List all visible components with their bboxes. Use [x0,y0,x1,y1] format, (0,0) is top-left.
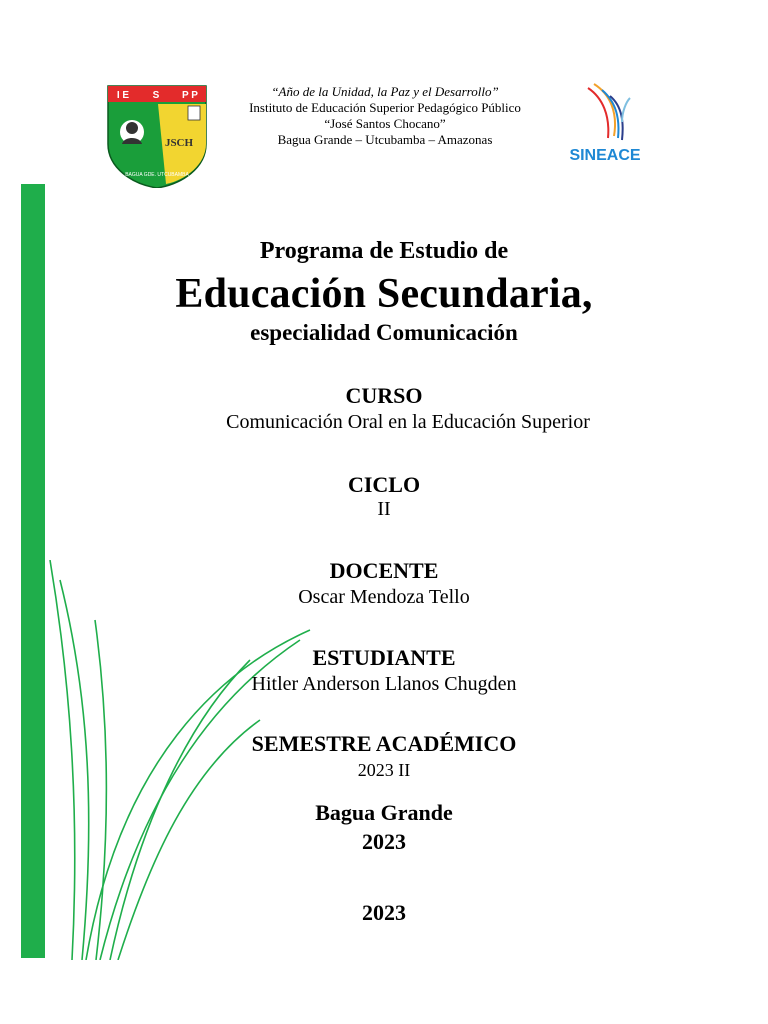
city: Bagua Grande [315,800,453,825]
logo-ribbon-text: BAGUA GDE. UTCUBAMBA [125,172,189,178]
logo-badge-text: JSCH [164,137,194,149]
teacher-label: DOCENTE [329,558,439,583]
program-title-line1: Programa de Estudio de [259,238,509,264]
year-repeat: 2023 [362,900,406,925]
institution-header [210,84,560,148]
logo-letters-s: S [152,90,160,101]
sineace-wordmark: SINEACE [569,147,641,164]
institute-proper-name: “José Santos Chocano” [324,116,446,131]
iespp-shield-logo [106,84,208,188]
year: 2023 [362,829,406,854]
cycle-value: II [377,498,391,520]
logo-letters-ie: I E [116,90,130,101]
program-title-main: Educación Secundaria, [175,271,593,317]
institute-location: Bagua Grande – Utcubamba – Amazonas [277,132,493,147]
institute-name-line: Instituto de Educación Superior Pedagógico Público [249,100,521,115]
cycle-label: CICLO [347,472,421,497]
course-label: CURSO [345,383,423,408]
logo-letters-pp: P P [182,90,198,101]
semester-value: 2023 II [357,760,411,780]
semester-label: SEMESTRE ACADÉMICO [251,731,517,756]
student-label: ESTUDIANTE [312,645,456,670]
student-value: Hitler Anderson Llanos Chugden [251,673,517,695]
teacher-value: Oscar Mendoza Tello [298,586,470,608]
course-value: Comunicación Oral en la Educación Superior [226,411,590,433]
program-specialty: especialidad Comunicación [250,320,518,345]
sineace-logo [548,82,662,172]
year-motto: “Año de la Unidad, la Paz y el Desarrollo” [271,84,499,99]
